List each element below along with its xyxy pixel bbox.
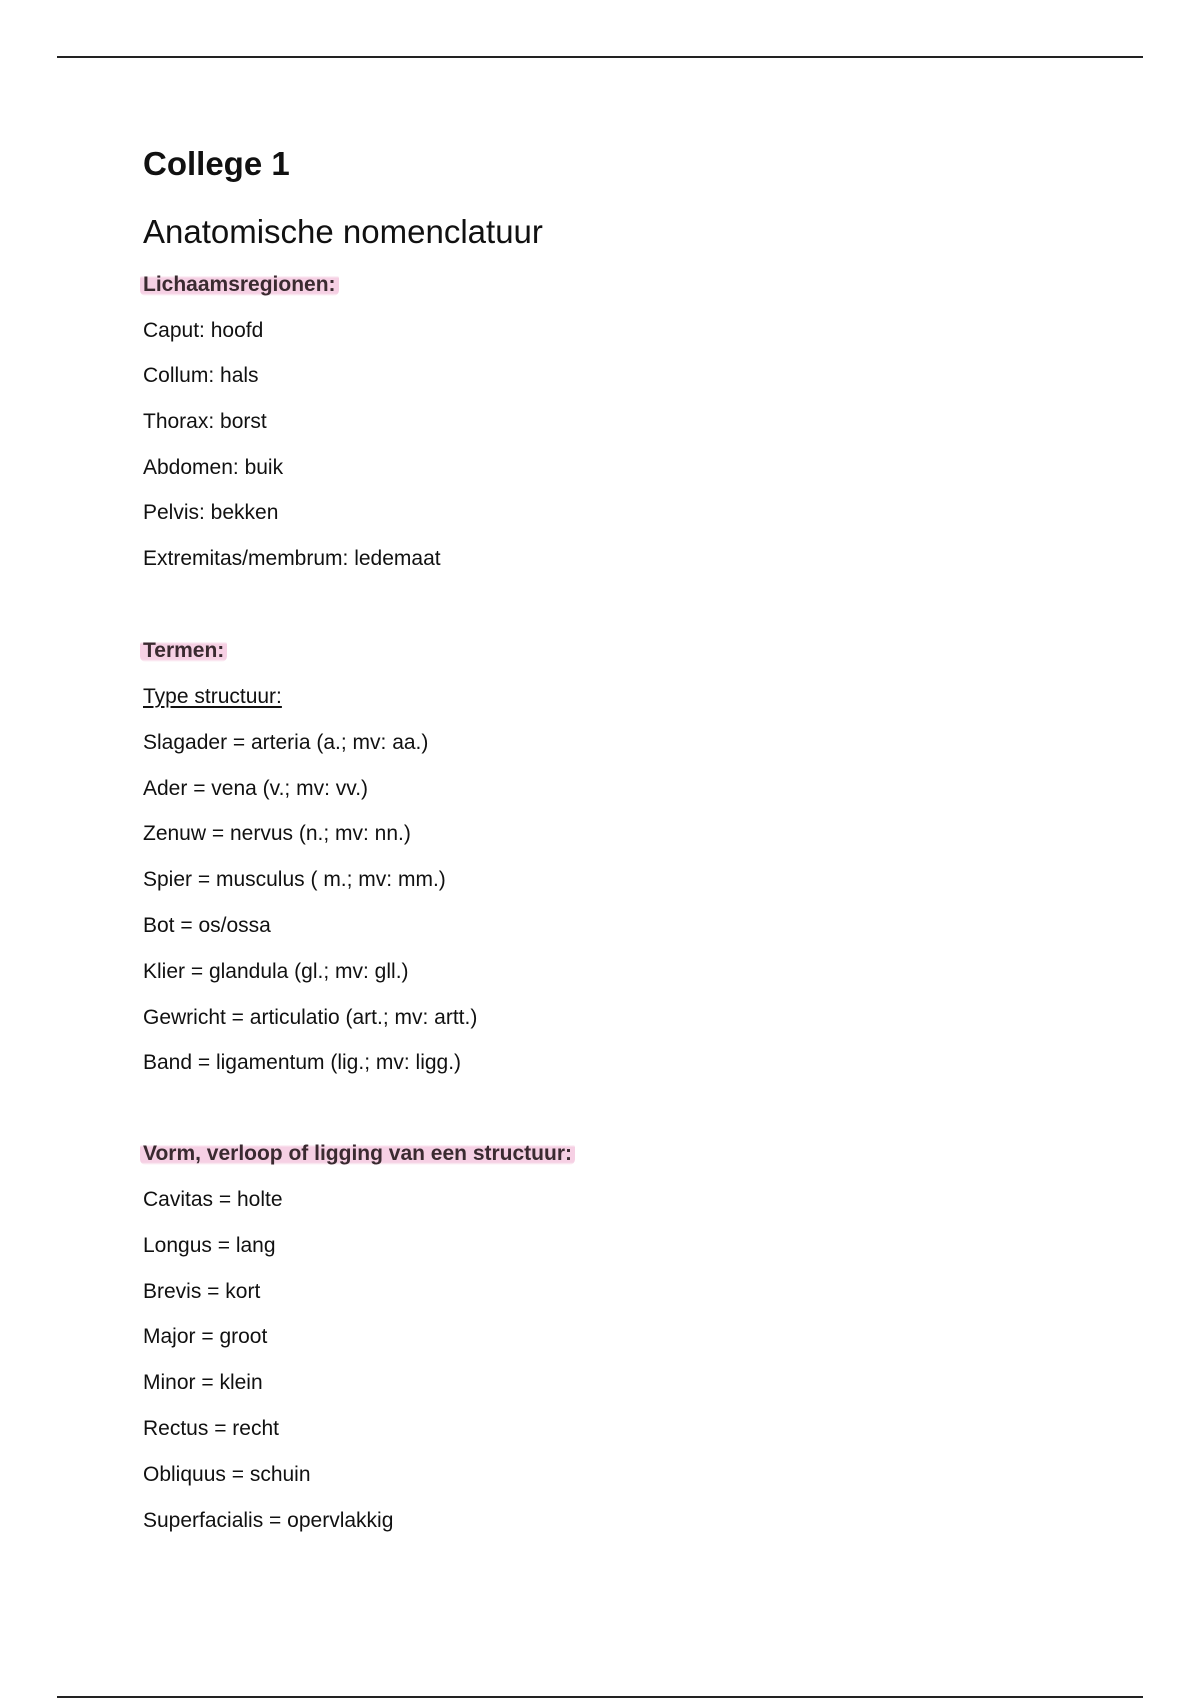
- section-heading-lichaamsregionen: [143, 270, 339, 300]
- section-heading-termen: [143, 636, 227, 666]
- list-item: Cavitas = holte: [143, 1188, 283, 1211]
- subheading-type-structuur: Type structuur:: [143, 685, 282, 708]
- list-item: Major = groot: [143, 1325, 268, 1348]
- list-item: Gewricht = articulatio (art.; mv: artt.): [143, 1006, 478, 1029]
- list-item: Bot = os/ossa: [143, 914, 271, 937]
- list-item: Obliquus = schuin: [143, 1463, 311, 1486]
- list-item: Klier = glandula (gl.; mv: gll.): [143, 960, 409, 983]
- list-item: Band = ligamentum (lig.; mv: ligg.): [143, 1051, 462, 1074]
- list-item: Extremitas/membrum: ledemaat: [143, 547, 441, 570]
- document-title: College 1: [143, 145, 290, 182]
- list-item: Pelvis: bekken: [143, 501, 279, 524]
- highlighted-heading-text: Lichaamsregionen:: [140, 273, 339, 296]
- highlighted-heading-text: Vorm, verloop of ligging van een structuur:: [140, 1142, 575, 1165]
- list-item: Abdomen: buik: [143, 456, 284, 479]
- list-item: Caput: hoofd: [143, 319, 264, 342]
- list-item: Ader = vena (v.; mv: vv.): [143, 777, 369, 800]
- highlighted-heading-text: Termen:: [140, 639, 227, 662]
- list-item: Zenuw = nervus (n.; mv: nn.): [143, 822, 411, 845]
- list-item: Thorax: borst: [143, 410, 267, 433]
- list-item: Spier = musculus ( m.; mv: mm.): [143, 868, 446, 891]
- page-bottom-rule: [57, 1696, 1143, 1698]
- document-subtitle: Anatomische nomenclatuur: [143, 213, 543, 250]
- section-heading-vorm-verloop: [143, 1139, 575, 1169]
- list-item: Superfacialis = opervlakkig: [143, 1509, 394, 1532]
- page-top-rule: [57, 56, 1143, 58]
- list-item: Longus = lang: [143, 1234, 276, 1257]
- list-item: Collum: hals: [143, 364, 259, 387]
- list-item: Slagader = arteria (a.; mv: aa.): [143, 731, 429, 754]
- list-item: Minor = klein: [143, 1371, 263, 1394]
- list-item: Brevis = kort: [143, 1280, 261, 1303]
- list-item: Rectus = recht: [143, 1417, 279, 1440]
